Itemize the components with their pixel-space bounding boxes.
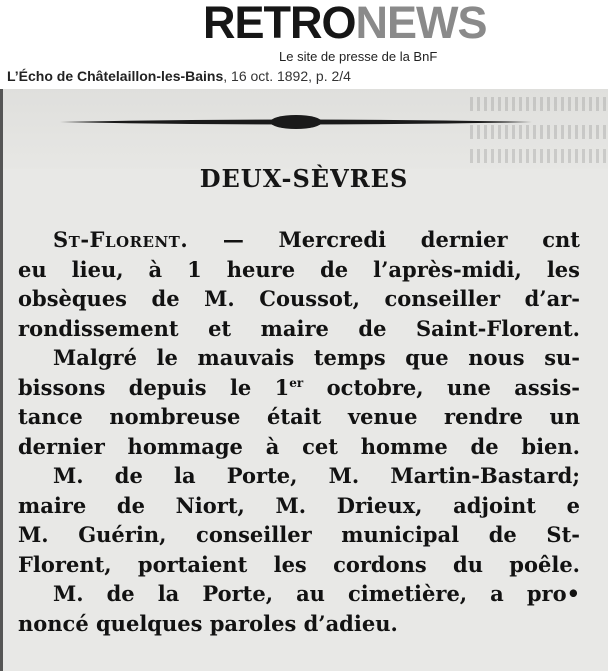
ornamental-rule <box>60 112 532 132</box>
logo-retro: RETRO <box>203 0 356 48</box>
article-line: M. de la Porte, M. Martin-Bastard; <box>53 463 580 488</box>
article-line: rondissement et maire de Saint-Florent. <box>18 315 580 341</box>
article-line: eu lieu, à 1 heure de l’après-midi, les <box>18 256 580 282</box>
tagline: Le site de presse de la BnF <box>279 49 438 64</box>
article-line: noncé quelques paroles d’adieu. <box>18 610 398 636</box>
logo-news: NEWS <box>355 0 487 48</box>
retronews-header <box>0 0 608 90</box>
retronews-logo[interactable] <box>203 0 487 46</box>
place-name: St-Florent. <box>53 227 189 252</box>
article-body <box>18 225 580 638</box>
article-line: Malgré le mauvais temps que nous su- <box>53 345 580 370</box>
newspaper-scan <box>0 89 608 671</box>
journal-title[interactable]: L’Écho de Châtelaillon-les-Bains <box>7 68 224 84</box>
article-line: M. Guérin, conseiller municipal de St- <box>18 522 580 547</box>
article-line: dernier hommage à cet homme de bien. <box>18 433 580 459</box>
article-line: St-Florent. — Mercredi dernier cnt <box>53 227 580 252</box>
section-title: DEUX-SÈVRES <box>199 164 409 193</box>
article-line: tance nombreuse était venue rendre un <box>18 404 580 429</box>
article-line: bissons depuis le 1er octobre, une assis- <box>18 374 580 400</box>
bleed-mark <box>470 149 608 163</box>
article-line: Florent, portaient les cordons du poêle. <box>18 551 580 577</box>
citation-details: , 16 oct. 1892, p. 2/4 <box>223 68 351 84</box>
article-line: obsèques de M. Coussot, conseiller d’ar- <box>18 286 580 311</box>
article-line: maire de Niort, M. Drieux, adjoint e <box>18 492 580 518</box>
citation <box>7 68 351 84</box>
article-line: M. de la Porte, au cimetière, a pro• <box>53 581 580 606</box>
bleed-mark <box>470 97 608 111</box>
